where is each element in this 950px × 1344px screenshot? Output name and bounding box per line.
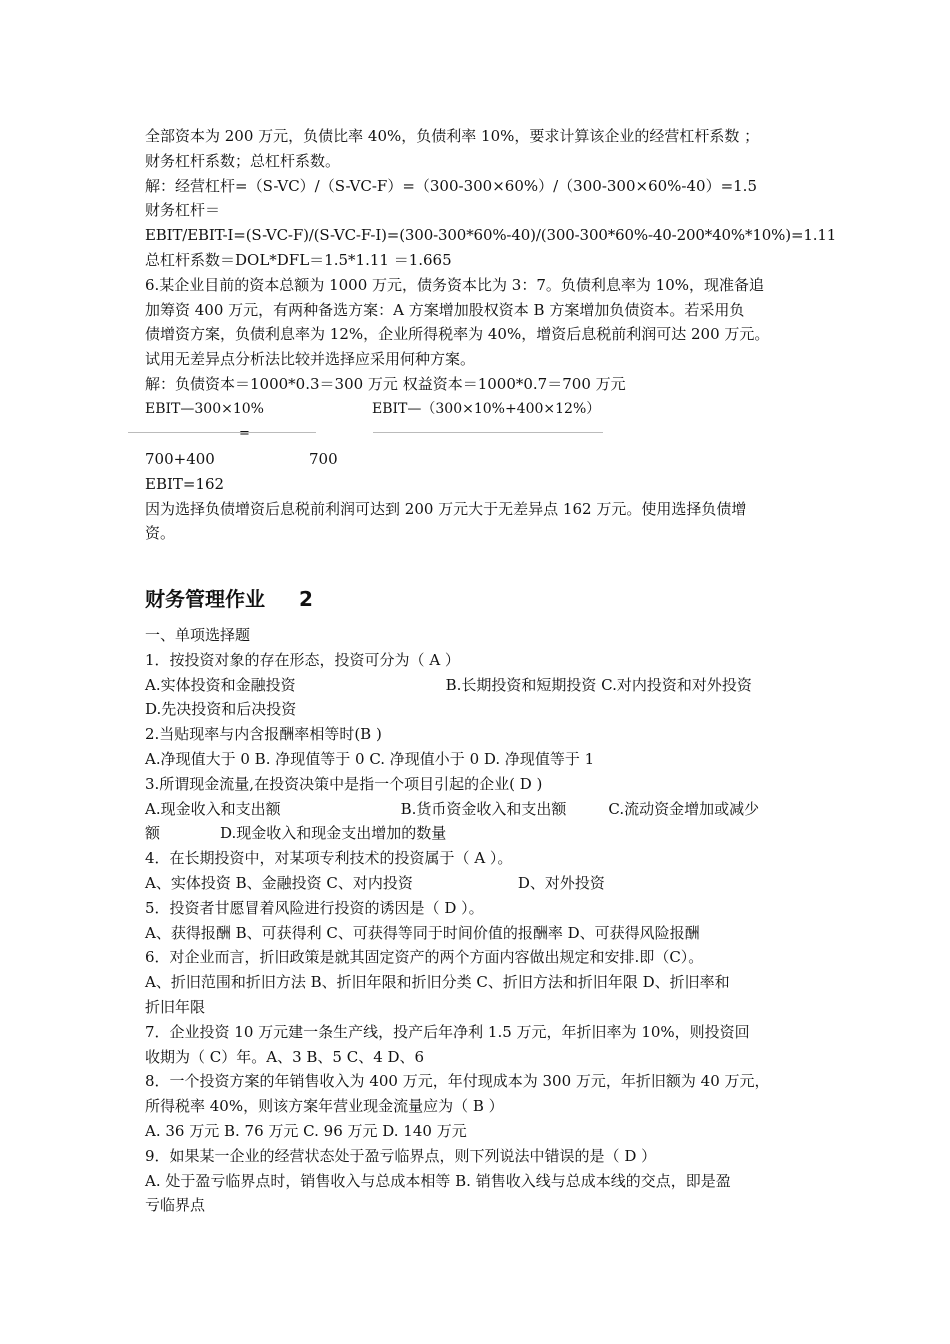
fraction-left-numerator: EBIT—300×10% [145,400,264,417]
solution-dtl: 总杠杆系数＝DOL*DFL＝1.5*1.11 ＝1.665 [145,250,452,269]
question-2-options: A.净现值大于 0 B. 净现值等于 0 C. 净现值小于 0 D. 净现值等于 1 [145,749,595,768]
question-3: 3.所谓现金流量,在投资决策中是指一个项目引起的企业( D ) [145,774,543,793]
option-c: C.流动资金增加或减少 [608,799,760,818]
option-c-cont: 额 [145,824,161,843]
question-6-solution: 解：负债资本＝1000*0.3＝300 万元 权益资本＝1000*0.7＝700 万元 [145,374,626,393]
conclusion-text: 资。 [145,524,176,543]
question-5: 5．投资者甘愿冒着风险进行投资的诱因是（ D ）。 [145,898,484,917]
question-9-options: A. 处于盈亏临界点时，销售收入与总成本相等 B. 销售收入线与总成本线的交点，即是盈 [145,1171,731,1190]
part1-block [145,124,837,546]
problem-text: 财务杠杆系数；总杠杆系数。 [145,151,341,170]
part2-heading [145,585,825,613]
option-d: D.先决投资和后决投资 [145,700,297,719]
question-6-options: A、折旧范围和折旧方法 B、折旧年限和折旧分类 C、折旧方法和折旧年限 D、折旧率和 [145,973,730,992]
option-a: A.实体投资和金融投资 [145,675,296,694]
question-6-text: 试用无差异点分析法比较并选择应采用何种方案。 [145,350,476,369]
question-2: 2.当贴现率与内含报酬率相等时(B ) [145,725,382,744]
fraction-left-denominator: 700+400 [145,449,215,468]
question-6-text: 6.某企业目前的资本总额为 1000 万元，债务资本比为 3：7。负债利息率为 10%，现准备追 [145,275,764,294]
option-d: D、对外投资 [517,873,605,892]
conclusion-text: 因为选择负债增资后息税前利润可达到 200 万元大于无差异点 162 万元。使用选择负债增 [145,499,747,518]
section-subtitle: 一、单项选择题 [145,626,251,644]
fraction-bar-left [128,432,316,433]
question-8: 8．一个投资方案的年销售收入为 400 万元，年付现成本为 300 万元，年折旧额为 40 万元， [145,1072,770,1091]
question-1: 1．按投资对象的存在形态，投资可分为（ A ） [145,650,460,669]
question-6-text: 加筹资 400 万元，有两种备选方案：A 方案增加股权资本 B 方案增加负债资本。若采用负 [145,300,745,319]
fraction-bars [145,422,825,447]
question-3-options [145,797,825,822]
question-4-options [145,871,825,896]
question-5-options: A、获得报酬 B、可获得利 C、可获得等同于时间价值的报酬率 D、可获得风险报酬 [145,923,700,942]
fraction-right-numerator: EBIT—（300×10%+400×12%） [372,400,601,417]
option-bc: B.长期投资和短期投资 C.对内投资和对外投资 [445,675,752,694]
section-title-text: 财务管理作业 [145,587,265,611]
section-title [145,585,825,613]
question-9: 9．如果某一企业的经营状态处于盈亏临界点，则下列说法中错误的是（ D ） [145,1146,657,1165]
solution-dfl-label: 财务杠杆＝ [145,201,221,220]
fraction-denominators [145,447,825,472]
part2-block [145,623,825,1218]
question-8-cont: 所得税率 40%，则该方案年营业现金流量应为（ B ） [145,1097,504,1116]
option-abc: A、实体投资 B、金融投资 C、对内投资 [145,873,413,892]
fraction-bar-right [373,432,603,433]
question-3-options-cont [145,821,825,846]
option-d: D.现金收入和现金支出增加的数量 [220,824,447,843]
section-title-number: 2 [299,587,313,611]
question-9-options-cont: 亏临界点 [145,1196,206,1215]
fraction-right-denominator: 700 [309,449,338,468]
question-6-text: 债增资方案，负债利息率为 12%，企业所得税率为 40%，增资后息税前利润可达 200 万元。 [145,325,770,344]
question-8-options: A. 36 万元 B. 76 万元 C. 96 万元 D. 140 万元 [145,1121,467,1140]
ebit-result: EBIT=162 [145,474,225,493]
fraction-equals: = [239,425,250,441]
option-a: A.现金收入和支出额 [145,799,281,818]
question-7: 7．企业投资 10 万元建一条生产线，投产后年净利 1.5 万元，年折旧率为 10%，则投资回 [145,1022,750,1041]
option-b: B.货币资金收入和支出额 [400,799,567,818]
question-1-options [145,673,825,698]
solution-dfl: EBIT/EBIT-I=(S-VC-F)/(S-VC-F-I)=(300-300*60%-40)/(300-300*60%-40-200*40%*10%)=1.11 [145,226,837,245]
fraction-numerators [145,397,825,422]
question-7-cont: 收期为（ C）年。A、3 B、5 C、4 D、6 [145,1047,425,1066]
question-6: 6．对企业而言，折旧政策是就其固定资产的两个方面内容做出规定和安排.即（C）。 [145,948,704,967]
question-4: 4．在长期投资中，对某项专利技术的投资属于（ A ）。 [145,849,513,868]
question-6-options-cont: 折旧年限 [145,997,206,1016]
solution-dol: 解：经营杠杆=（S-VC）/（S-VC-F）=（300-300×60%）/（300-300×60%-40）=1.5 [145,176,757,195]
problem-text: 全部资本为 200 万元，负债比率 40%，负债利率 10%，要求计算该企业的经营杠杆系数 ； [145,127,760,145]
